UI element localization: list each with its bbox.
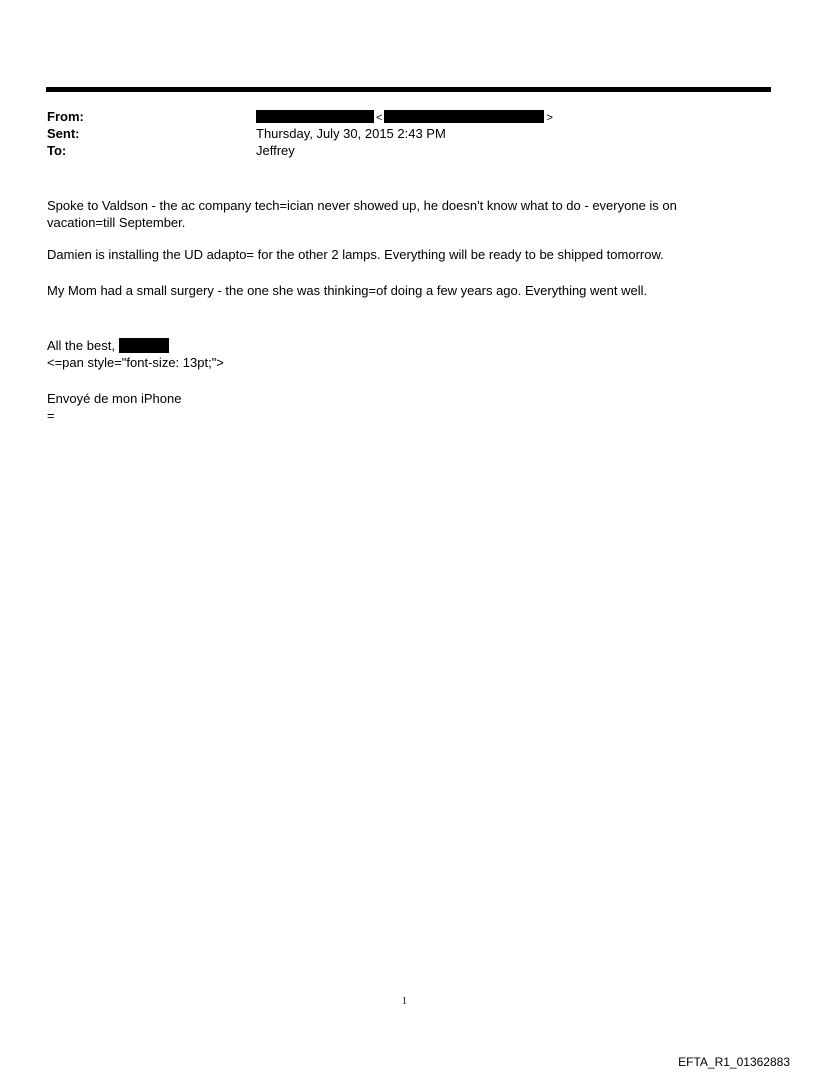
redacted-sender-name xyxy=(256,110,374,123)
to-row xyxy=(47,142,767,159)
from-label: From: xyxy=(47,109,84,124)
body-trailer: = xyxy=(47,408,55,423)
from-open-bracket: < xyxy=(376,112,383,124)
signoff-line xyxy=(47,337,747,354)
body-paragraph-3: My Mom had a small surgery - the one she was thinking=of doing a few years ago. Everything went well. xyxy=(47,283,648,298)
from-row xyxy=(47,108,767,125)
body-paragraph-2: Damien is installing the UD adapto= for the other 2 lamps. Everything will be ready to be shipped tomorrow. xyxy=(47,247,664,262)
sent-from-line: Envoyé de mon iPhone xyxy=(47,391,182,406)
redacted-sender-email xyxy=(384,110,544,123)
to-value: Jeffrey xyxy=(256,143,295,158)
header-divider xyxy=(46,87,771,92)
style-artifact: <=pan style="font-size: 13pt;"> xyxy=(47,355,224,370)
email-body xyxy=(47,197,747,424)
email-header xyxy=(47,108,767,159)
redacted-signature xyxy=(119,338,169,353)
signoff-text: All the best, xyxy=(47,338,115,353)
from-close-bracket: > xyxy=(546,112,553,124)
sent-label: Sent: xyxy=(47,126,80,141)
body-paragraph-1: Spoke to Valdson - the ac company tech=ician never showed up, he doesn't know what to do - everyone is on vacation=till September. xyxy=(47,198,677,230)
document-id: EFTA_R1_01362883 xyxy=(678,1055,790,1069)
sent-value: Thursday, July 30, 2015 2:43 PM xyxy=(256,126,446,141)
to-label: To: xyxy=(47,143,67,158)
sent-row xyxy=(47,125,767,142)
page-number: 1 xyxy=(402,996,407,1007)
